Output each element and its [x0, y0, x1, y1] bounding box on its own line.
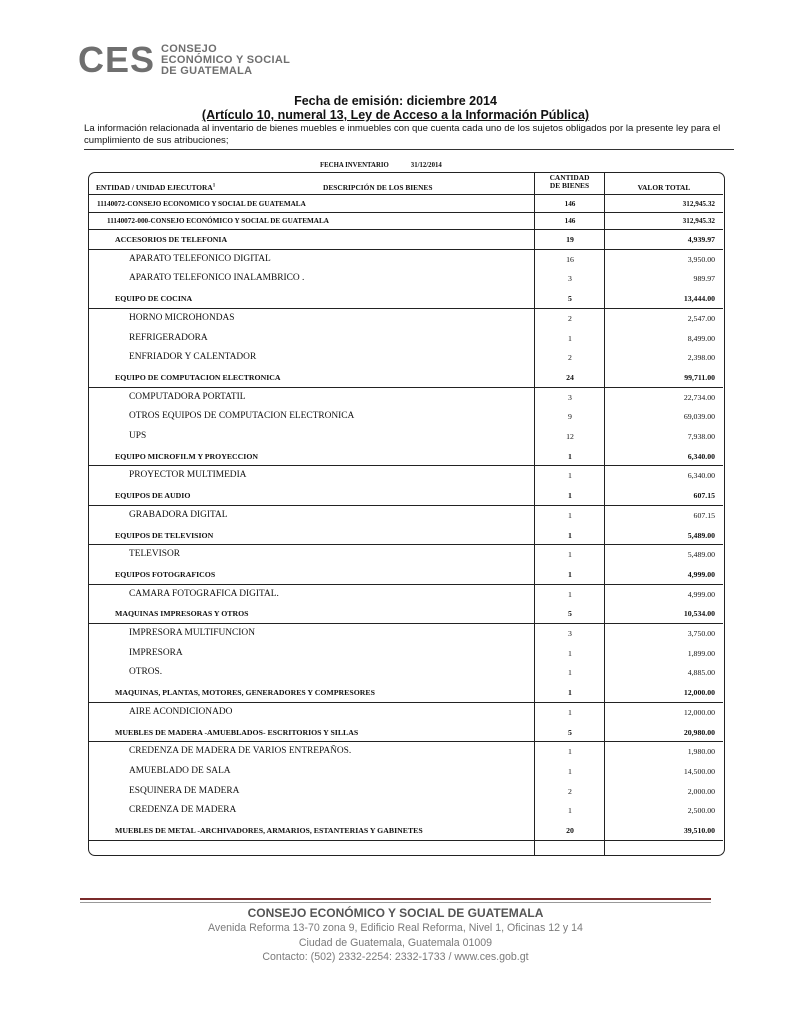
- row-value: 4,885.00: [687, 668, 715, 678]
- row-quantity: 9: [568, 412, 572, 422]
- footer-rule-thin: [80, 902, 711, 903]
- row-value: 3,750.00: [687, 629, 715, 638]
- row-description: ACCESORIOS DE TELEFONIA: [115, 235, 228, 244]
- row-description: EQUIPO DE COCINA: [115, 294, 193, 304]
- row-value: 12,000.00: [683, 707, 715, 717]
- footer-city: Ciudad de Guatemala, Guatemala 01009: [298, 937, 493, 949]
- header-rule: [89, 194, 723, 195]
- row-value: 7,938.00: [687, 432, 715, 441]
- row-value: 13,444.00: [683, 294, 715, 304]
- row-quantity: 1: [568, 668, 572, 678]
- item-row: [89, 407, 723, 427]
- row-quantity: 5: [568, 609, 572, 619]
- row-description: 11140072-CONSEJO ECONOMICO Y SOCIAL DE GUATEMALA: [97, 200, 306, 208]
- item-row: [89, 545, 723, 565]
- row-value: 2,500.00: [687, 806, 715, 816]
- row-value: 1,980.00: [687, 747, 715, 757]
- col-header-description: DESCRIPCIÓN DE LOS BIENES: [323, 183, 433, 192]
- col-header-value: VALOR TOTAL: [637, 183, 691, 192]
- row-value: 8,499.00: [687, 333, 715, 343]
- row-value: 5,489.00: [687, 550, 715, 560]
- row-description: MAQUINAS IMPRESORAS Y OTROS: [115, 609, 249, 619]
- row-value: 2,398.00: [687, 353, 715, 363]
- row-description: EQUIPOS DE AUDIO: [115, 491, 191, 501]
- col-header-quantity: CANTIDAD DE BIENES: [549, 173, 590, 190]
- category-row: [89, 565, 723, 585]
- row-description: OTROS.: [129, 667, 163, 678]
- row-quantity: 5: [568, 727, 572, 737]
- row-value: 2,547.00: [687, 313, 715, 323]
- row-description: PROYECTOR MULTIMEDIA: [129, 470, 247, 481]
- row-value: 69,039.00: [683, 412, 715, 422]
- row-value: 14,500.00: [683, 766, 715, 776]
- row-description: CREDENZA DE MADERA: [129, 805, 237, 816]
- logo-mark: CES: [78, 39, 156, 80]
- item-row: [89, 624, 723, 644]
- row-value: 12,000.00: [683, 688, 715, 698]
- row-quantity: 1: [568, 510, 572, 520]
- row-value: 99,711.00: [684, 372, 715, 382]
- row-quantity: 1: [568, 688, 572, 698]
- item-row: [89, 644, 723, 664]
- row-quantity: 1: [568, 747, 572, 757]
- row-description: 11140072-000-CONSEJO ECONÓMICO Y SOCIAL DE GUATEMALA: [107, 217, 329, 225]
- row-description: HORNO MICROHONDAS: [129, 312, 235, 323]
- footer-address: Avenida Reforma 13-70 zona 9, Edificio Real Reforma, Nivel 1, Oficinas 12 y 14: [208, 922, 583, 934]
- row-description: REFRIGERADORA: [129, 332, 208, 343]
- ces-logo: [78, 40, 290, 80]
- row-quantity: 1: [568, 569, 572, 579]
- row-quantity: 24: [566, 372, 574, 382]
- row-quantity: 1: [568, 451, 572, 461]
- footer-contact: Contacto: (502) 2332-2254: 2332-1733 / www.ces.gob.gt: [262, 951, 529, 963]
- row-value: 3,950.00: [687, 254, 715, 264]
- page-title: Fecha de emisión: diciembre 2014: [294, 94, 497, 108]
- item-row: [89, 329, 723, 349]
- row-value: 312,945.32: [682, 217, 715, 225]
- logo-line-2: ECONÓMICO Y SOCIAL: [161, 53, 291, 66]
- row-quantity: 1: [568, 648, 572, 658]
- category-row: [89, 230, 723, 250]
- row-description: MAQUINAS, PLANTAS, MOTORES, GENERADORES Y COMPRESORES: [115, 688, 375, 698]
- row-description: ESQUINERA DE MADERA: [129, 785, 240, 796]
- item-row: [89, 427, 723, 447]
- row-quantity: 1: [568, 530, 572, 540]
- row-quantity: 1: [568, 550, 572, 560]
- inventory-date-value: 31/12/2014: [410, 162, 442, 169]
- item-row: [89, 466, 723, 486]
- row-value: 4,999.00: [687, 569, 715, 579]
- entity-row: [89, 196, 723, 213]
- row-value: 1,899.00: [687, 648, 715, 658]
- row-quantity: 20: [566, 826, 574, 835]
- row-description: OTROS EQUIPOS DE COMPUTACION ELECTRONICA: [129, 411, 355, 422]
- footer-org-name: CONSEJO ECONÓMICO Y SOCIAL DE GUATEMALA: [247, 906, 544, 920]
- row-quantity: 16: [566, 254, 574, 264]
- row-value: 6,340.00: [687, 471, 715, 481]
- item-row: [89, 388, 723, 408]
- row-quantity: 3: [568, 274, 572, 284]
- row-description: AIRE ACONDICIONADO: [129, 706, 233, 717]
- row-description: CREDENZA DE MADERA DE VARIOS ENTREPAÑOS.: [129, 746, 352, 757]
- row-description: MUEBLES DE MADERA -AMUEBLADOS- ESCRITORIOS Y SILLAS: [115, 727, 359, 737]
- row-description: APARATO TELEFONICO INALAMBRICO .: [129, 273, 305, 284]
- row-quantity: 5: [568, 294, 572, 304]
- divider: [84, 149, 734, 150]
- footer-rule: [80, 898, 711, 900]
- row-description: COMPUTADORA PORTATIL: [129, 391, 246, 402]
- row-quantity: 2: [568, 786, 572, 796]
- row-quantity: 1: [568, 766, 572, 776]
- item-row: [89, 348, 723, 368]
- row-quantity: 1: [568, 806, 572, 816]
- category-row: [89, 447, 723, 467]
- row-value: 22,734.00: [683, 392, 715, 402]
- row-quantity: 3: [568, 392, 572, 402]
- item-row: [89, 506, 723, 526]
- item-row: [89, 742, 723, 762]
- row-value: 4,999.00: [687, 589, 715, 599]
- page-subtitle: (Artículo 10, numeral 13, Ley de Acceso a la Información Pública): [201, 108, 590, 122]
- category-row: [89, 604, 723, 624]
- row-value: 4,939.97: [687, 235, 715, 244]
- item-row: [89, 269, 723, 289]
- row-quantity: 1: [568, 707, 572, 717]
- category-row: [89, 821, 723, 841]
- item-row: [89, 585, 723, 605]
- category-row: [89, 683, 723, 703]
- row-description: IMPRESORA MULTIFUNCION: [129, 628, 255, 638]
- item-row: [89, 250, 723, 270]
- row-value: 5,489.00: [687, 530, 715, 540]
- logo-line-1: CONSEJO: [161, 42, 217, 55]
- logo-text: [161, 44, 290, 77]
- item-row: [89, 801, 723, 821]
- row-description: IMPRESORA: [129, 647, 183, 658]
- row-quantity: 1: [568, 471, 572, 481]
- inventory-date: [320, 162, 442, 169]
- row-description: EQUIPOS DE TELEVISION: [115, 530, 214, 540]
- row-value: 10,534.00: [683, 609, 715, 619]
- intro-paragraph: La información relacionada al inventario de bienes muebles e inmuebles con que cuenta cada uno de los sujetos obligados por la presente ley para el cumplimiento de sus atribuciones;: [84, 123, 721, 146]
- row-quantity: 146: [564, 217, 576, 225]
- category-row: [89, 368, 723, 388]
- category-row: [89, 526, 723, 546]
- row-description: MUEBLES DE METAL -ARCHIVADORES, ARMARIOS, ESTANTERIAS Y GABINETES: [115, 826, 423, 835]
- row-quantity: 3: [568, 629, 572, 638]
- row-value: 20,980.00: [683, 727, 715, 737]
- item-row: [89, 782, 723, 802]
- row-description: APARATO TELEFONICO DIGITAL: [129, 253, 271, 264]
- category-row: [89, 723, 723, 743]
- item-row: [89, 309, 723, 329]
- row-description: ENFRIADOR Y CALENTADOR: [129, 352, 257, 363]
- row-quantity: 146: [564, 200, 576, 208]
- row-value: 2,000.00: [687, 786, 715, 796]
- row-value: 607.15: [693, 510, 715, 520]
- row-quantity: 1: [568, 491, 572, 501]
- row-description: EQUIPO DE COMPUTACION ELECTRONICA: [115, 372, 281, 382]
- item-row: [89, 703, 723, 723]
- row-description: AMUEBLADO DE SALA: [129, 765, 231, 776]
- row-description: TELEVISOR: [129, 549, 181, 560]
- item-row: [89, 762, 723, 782]
- row-quantity: 19: [566, 235, 574, 244]
- col-header-entity: ENTIDAD / UNIDAD EJECUTORA$^1$: [96, 183, 216, 192]
- row-value: 607.15: [693, 491, 715, 501]
- row-quantity: 2: [568, 353, 572, 363]
- row-value: 989.97: [693, 274, 715, 284]
- row-quantity: 12: [566, 432, 574, 441]
- row-quantity: 1: [568, 333, 572, 343]
- category-row: [89, 289, 723, 309]
- category-row: [89, 486, 723, 506]
- item-row: [89, 663, 723, 683]
- inventory-date-label: FECHA INVENTARIO: [320, 162, 389, 169]
- row-value: 39,510.00: [683, 826, 715, 835]
- row-value: 6,340.00: [687, 451, 715, 461]
- row-description: UPS: [129, 431, 147, 441]
- entity-row: [89, 213, 723, 230]
- row-description: EQUIPO MICROFILM Y PROYECCION: [115, 451, 259, 461]
- row-description: CAMARA FOTOGRAFICA DIGITAL.: [129, 588, 279, 599]
- row-description: EQUIPOS FOTOGRAFICOS: [115, 569, 216, 579]
- row-quantity: 1: [568, 589, 572, 599]
- row-rule: [89, 840, 723, 841]
- row-quantity: 2: [568, 313, 572, 323]
- row-description: GRABADORA DIGITAL: [129, 509, 228, 520]
- logo-line-3: DE GUATEMALA: [161, 64, 253, 77]
- row-value: 312,945.32: [682, 200, 715, 208]
